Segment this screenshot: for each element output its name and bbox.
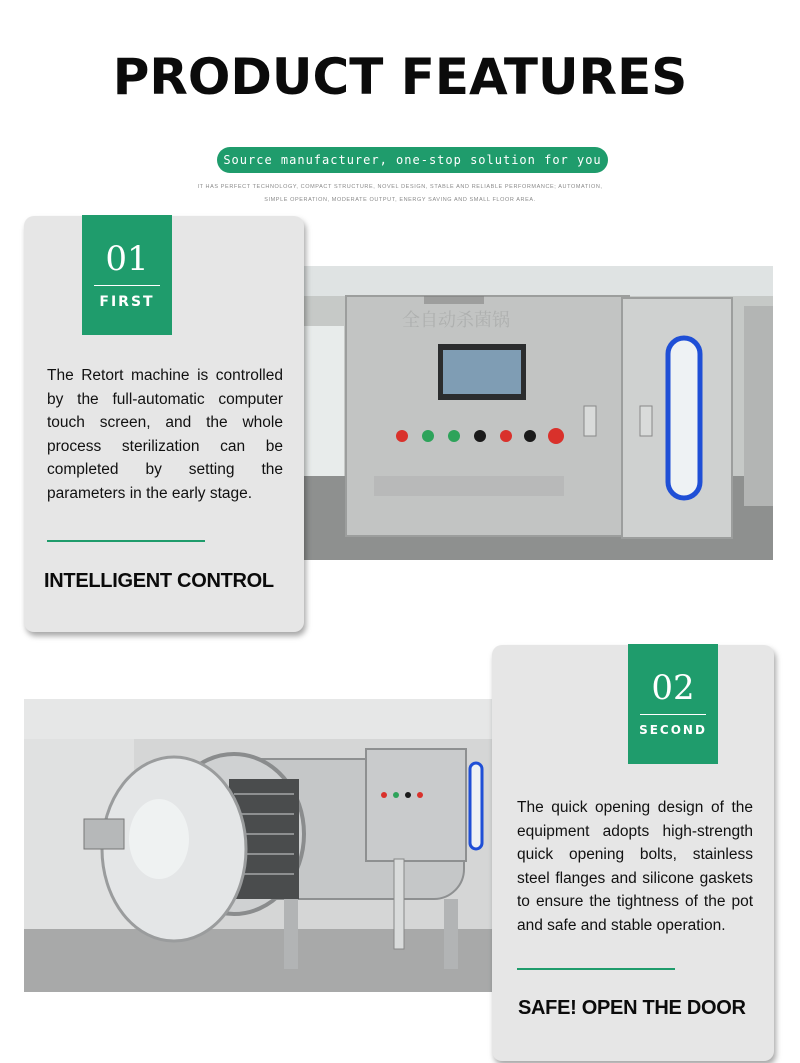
fine-print-line-1: IT HAS PERFECT TECHNOLOGY, COMPACT STRUCTURE, NOVEL DESIGN, STABLE AND RELIABLE PERFORMANCE; AUTOMATION,	[197, 184, 603, 190]
svg-text:全自动杀菌锅: 全自动杀菌锅	[402, 310, 510, 331]
feature-number: 02	[651, 668, 695, 708]
feature-ordinal: FIRST	[99, 294, 155, 310]
divider-line	[517, 968, 675, 970]
retort-door-photo	[24, 699, 492, 992]
divider-line	[47, 540, 205, 542]
feature-number: 01	[105, 239, 149, 279]
badge-divider	[94, 285, 160, 286]
feature-ordinal: SECOND	[639, 723, 707, 737]
feature-badge-1	[82, 215, 172, 335]
feature-heading-1: INTELLIGENT CONTROL	[44, 570, 274, 592]
feature-badge-2	[628, 644, 718, 764]
feature-description-1: The Retort machine is controlled by the full-automatic computer touch screen, and the whole process sterilization can be completed by setting the parameters in the early stage.	[47, 367, 283, 502]
badge-divider	[640, 714, 706, 715]
control-panel-photo	[304, 266, 773, 560]
page-title: PRODUCT FEATURES	[112, 48, 688, 106]
fine-print-line-2: SIMPLE OPERATION, MODERATE OUTPUT, ENERGY SAVING AND SMALL FLOOR AREA.	[264, 197, 536, 203]
tagline-banner: Source manufacturer, one-stop solution for you	[217, 147, 608, 173]
feature-heading-2: SAFE! OPEN THE DOOR	[518, 997, 746, 1019]
feature-description-2: The quick opening design of the equipment adopts high-strength quick opening bolts, stainless steel flanges and silicone gaskets to ensure the tightness of the pot and safe and stable operation.	[517, 799, 753, 934]
